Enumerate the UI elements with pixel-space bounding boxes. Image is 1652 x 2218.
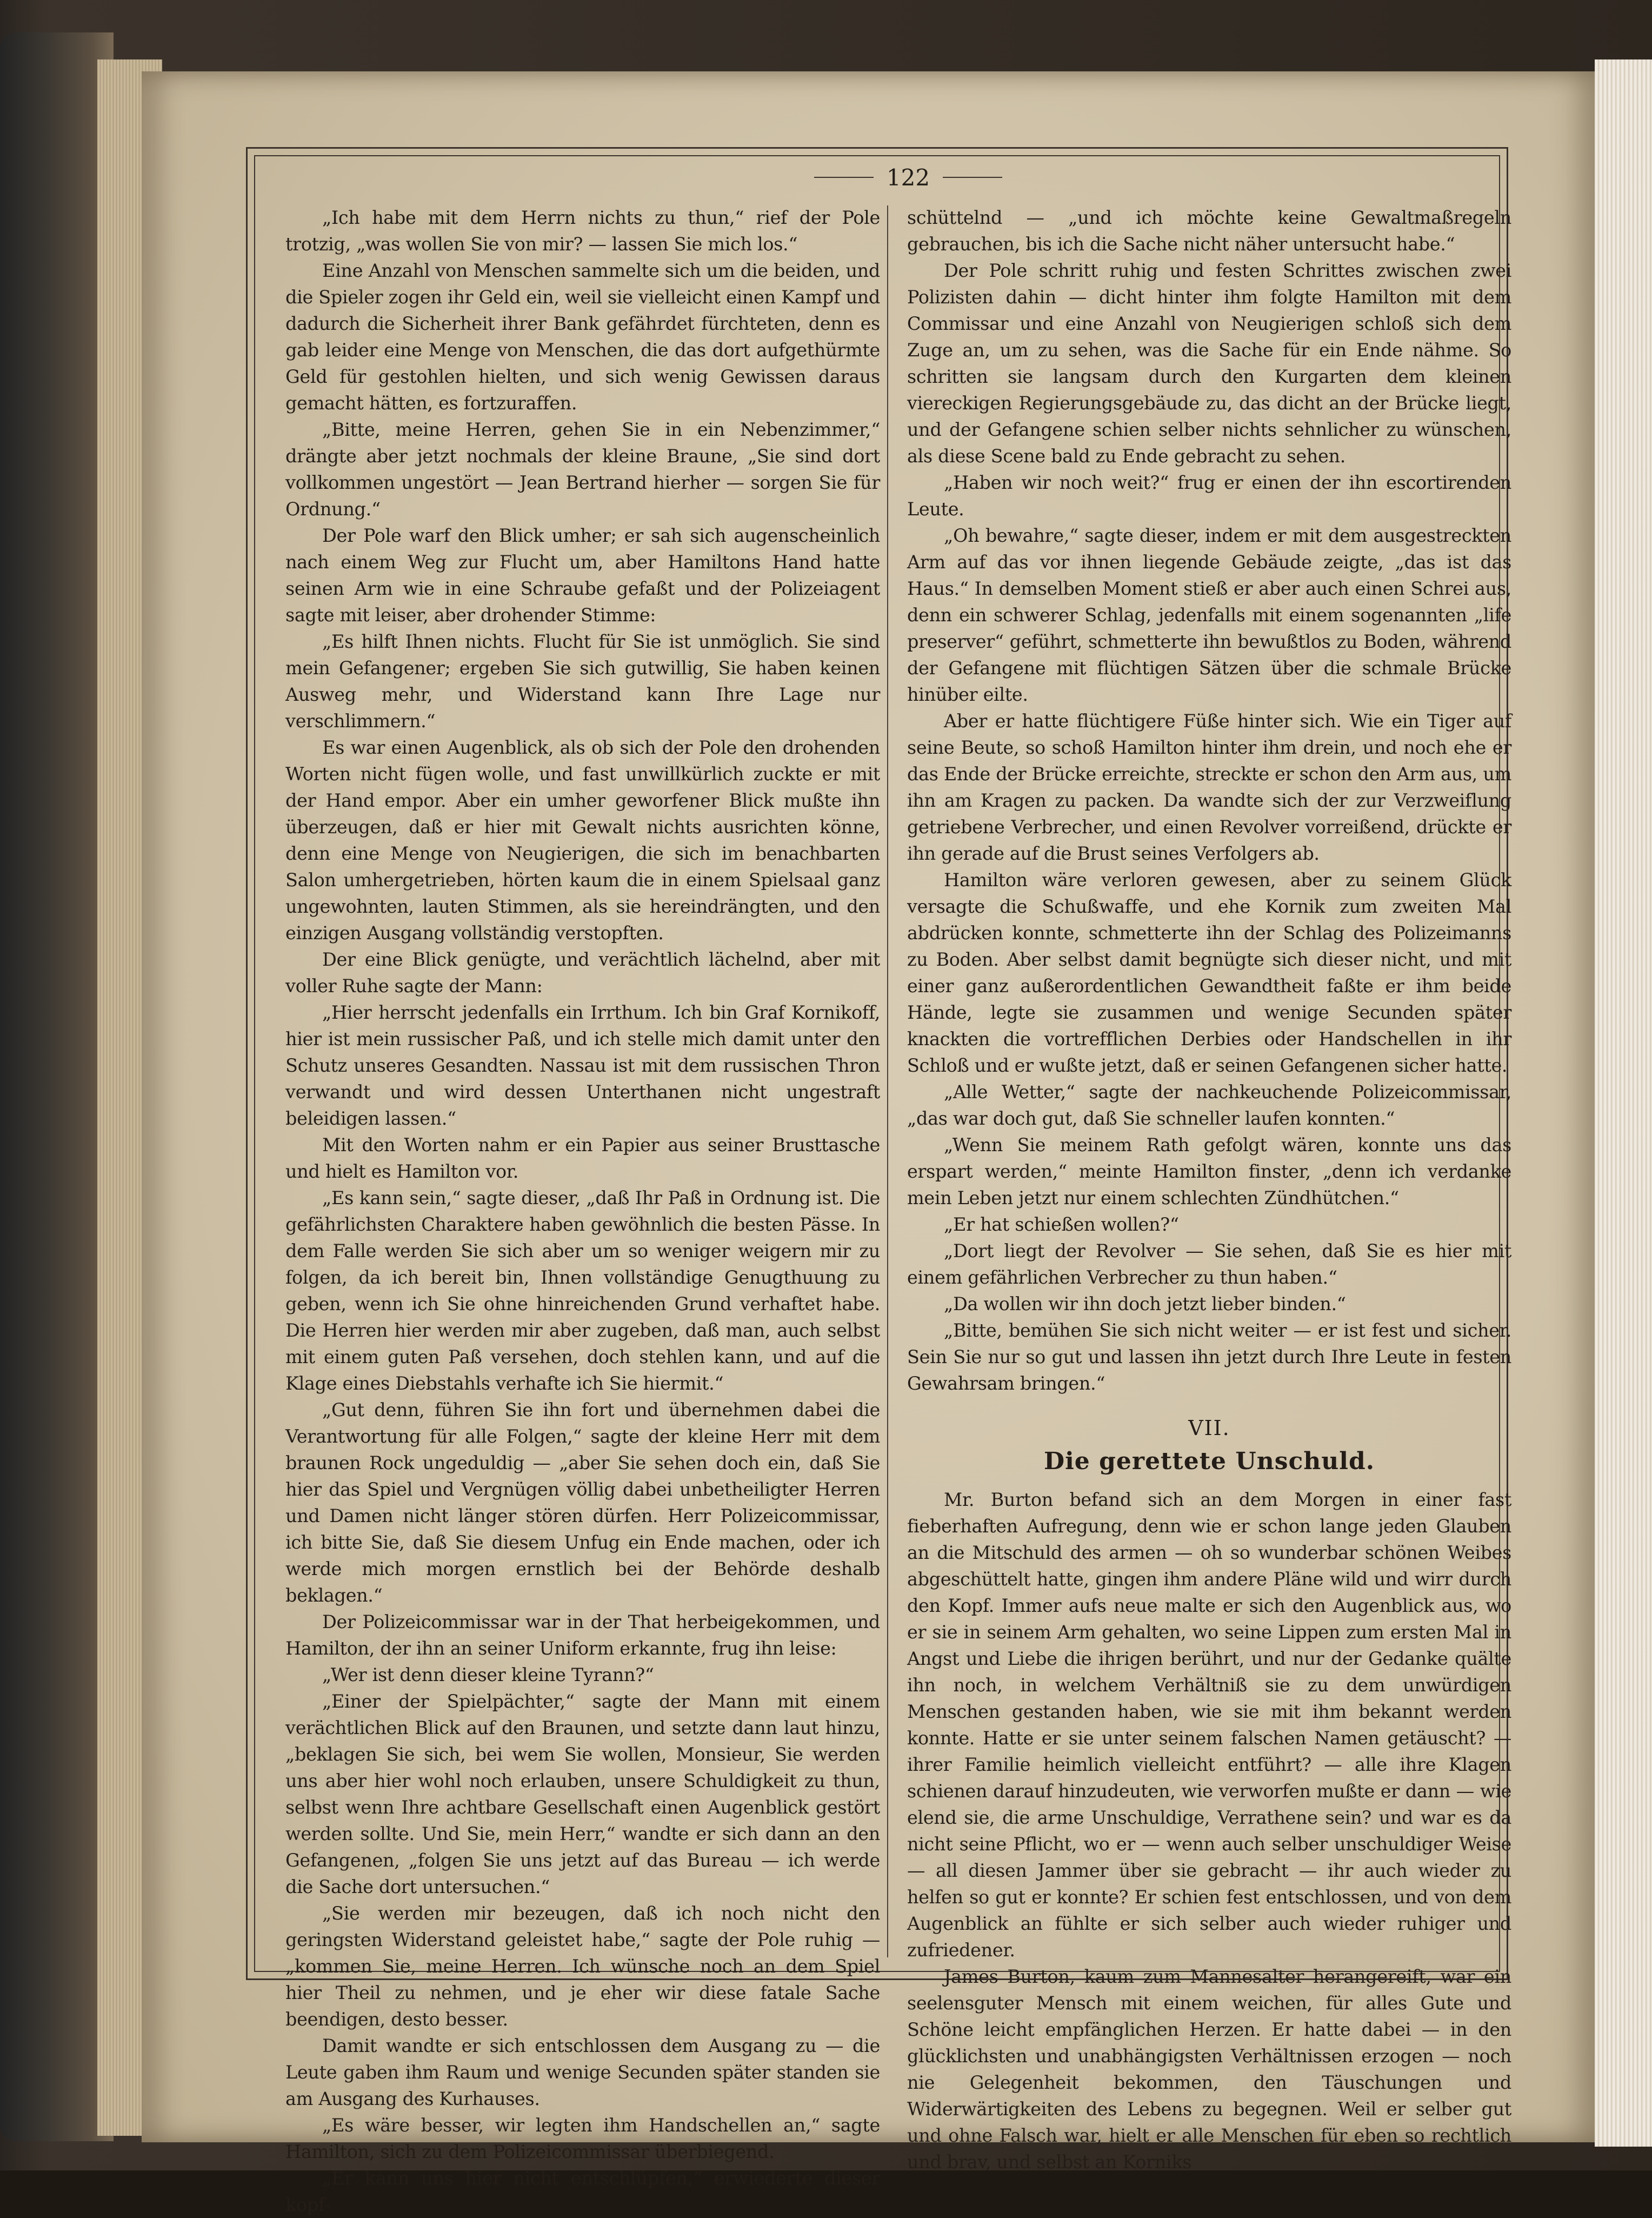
page-number: 122 [886, 164, 930, 191]
chapter-title: Die gerettete Unschuld. [1043, 1447, 1375, 1475]
paragraph: „Dort liegt der Revolver — Sie sehen, daß Sie es hier mit einem gefährlichen Verbrecher zu thun haben.“ [907, 1240, 1511, 1288]
paragraph: „Es hilft Ihnen nichts. Flucht für Sie ist unmöglich. Sie sind mein Gefangener; ergeben Sie sich gutwillig, Sie haben keinen Ausweg mehr, und Widerstand kann Ihre Lage nur verschlimmern.“ [285, 631, 880, 732]
paragraph: Der Pole warf den Blick umher; er sah sich augenscheinlich nach einem Weg zur Flucht um, aber Hamiltons Hand hatte seinen Arm wie in eine Schraube gefaßt und der Polizeiagent sagte mit leiser, aber drohender Stimme: [285, 525, 880, 626]
header-rule-right [943, 177, 1002, 178]
paragraph: schüttelnd — „und ich möchte keine Gewaltmaßregeln gebrauchen, bis ich die Sache nicht näher untersucht habe.“ [907, 207, 1511, 255]
right-column [907, 204, 1511, 2175]
paragraph: Hamilton wäre verloren gewesen, aber zu seinem Glück versagte die Schußwaffe, und ehe Kornik zum zweiten Mal abdrücken konnte, schmetterte ihn der Schlag des Polizeimanns zu Boden. Aber selbst damit begnügte sich dieser nicht, und mit einer ganz außerordentlichen Gewandtheit faßte er ihm beide Hände, legte sie zusammen und wenige Secunden später knackten die vortrefflichen Derbies oder Handschellen in ihr Schloß und er wußte jetzt, daß er seinen Gefangenen sicher hatte. [907, 869, 1511, 1076]
paragraph: Aber er hatte flüchtigere Füße hinter sich. Wie ein Tiger auf seine Beute, so schoß Hamilton hinter ihm drein, und noch ehe er das Ende der Brücke erreichte, streckte er schon den Arm aus, um ihn am Kragen zu packen. Da wandte sich der zur Verzweiflung getriebene Verbrecher, und einen Revolver vorreißend, drückte er ihn gerade auf die Brust seines Verfolgers ab. [907, 710, 1511, 864]
paragraph: „Er kann uns hier nicht entschlüpfen,“ erwiederte dieser kopf- [285, 2168, 880, 2215]
paragraph: „Wenn Sie meinem Rath gefolgt wären, konnte uns das erspart werden,“ meinte Hamilton finster, „denn ich verdanke mein Leben jetzt nur einem schlechten Zündhütchen.“ [907, 1134, 1511, 1208]
right-column-top-text [907, 204, 1511, 1397]
page-header [811, 161, 1005, 194]
paragraph: „Wer ist denn dieser kleine Tyrann?“ [322, 1664, 654, 1685]
chapter-number: VII. [1188, 1416, 1230, 1440]
paragraph: „Hier herrscht jedenfalls ein Irrthum. Ich bin Graf Kornikoff, hier ist mein russischer Paß, und ich stelle mich damit unter den Schutz unseres Gesandten. Nassau ist mit dem russischen Thron verwandt und wird dessen Unterthanen nicht ungestraft beleidigen lassen.“ [285, 1002, 880, 1129]
paragraph: Der eine Blick genügte, und verächtlich lächelnd, aber mit voller Ruhe sagte der Mann: [285, 949, 880, 997]
left-column [285, 204, 880, 2218]
paragraph: Es war einen Augenblick, als ob sich der Pole den drohenden Worten nicht fügen wolle, und fast unwillkürlich zuckte er mit der Hand empor. Aber ein umher geworfener Blick mußte ihn überzeugen, daß er hier mit Gewalt nichts ausrichten könne, denn eine Menge von Neugierigen, die sich im benachbarten Salon umhergetrieben, hörten kaum die in einem Spielsaal ganz ungewohnten, lauten Stimmen, als sie hereindrängten, und den einzigen Ausgang vollständig verstopften. [285, 737, 880, 944]
paragraph: Der Polizeicommissar war in der That herbeigekommen, und Hamilton, der ihn an seiner Uniform erkannte, frug ihn leise: [285, 1611, 880, 1659]
paragraph: „Haben wir noch weit?“ frug er einen der ihn escortirenden Leute. [907, 472, 1511, 520]
paragraph: „Da wollen wir ihn doch jetzt lieber binden.“ [944, 1293, 1346, 1314]
paragraph: Damit wandte er sich entschlossen dem Ausgang zu — die Leute gaben ihm Raum und wenige Secunden später standen sie am Ausgang des Kurhauses. [285, 2035, 880, 2109]
paragraph: Mr. Burton befand sich an dem Morgen in einer fast fieberhaften Aufregung, denn wie er schon lange jeden Glauben an die Mitschuld des armen — oh so wunderbar schönen Weibes abgeschüttelt hatte, gingen ihm andere Pläne wild und wirr durch den Kopf. Immer aufs neue malte er sich den Augenblick aus, wo er sie in seinem Arm gehalten, wo seine Lippen zum ersten Mal in Angst und Liebe die ihrigen berührt, und nur der Gedanke quälte ihn noch, in welchem Verhältniß sie zu dem unwürdigen Menschen gestanden haben, wie sie mit ihm bekannt werden konnte. Hatte er sie unter seinem falschen Namen getäuscht? — ihrer Familie heimlich vielleicht entführt? — alle ihre Klagen schienen darauf hinzudeuten, wie verworfen mußte er dann — wie elend sie, die arme Unschuldige, Verrathene sein? und war es da nicht seine Pflicht, wo er — wenn auch selber unschuldiger Weise — all diesen Jammer über sie gebracht — ihr auch wieder zu helfen so gut er konnte? Er schien fest entschlossen, und von dem Augenblick an fühlte er sich selber auch wieder ruhiger und zufriedener. [907, 1489, 1511, 1961]
paragraph: „Es kann sein,“ sagte dieser, „daß Ihr Paß in Ordnung ist. Die gefährlichsten Charaktere haben gewöhnlich die besten Pässe. In dem Falle werden Sie sich aber um so weniger weigern mir zu folgen, da ich bereit bin, Ihnen vollständige Genugthuung zu geben, wenn ich Sie ohne hinreichenden Grund verhaftet habe. Die Herren hier werden mir aber zugeben, daß man, auch selbst mit einem guten Paß versehen, doch stehlen kann, und auf die Klage eines Diebstahls verhafte ich Sie hiermit.“ [285, 1187, 880, 1394]
paragraph: „Er hat schießen wollen?“ [944, 1214, 1179, 1235]
paragraph: „Sie werden mir bezeugen, daß ich noch nicht den geringsten Widerstand geleistet habe,“ sagte der Pole ruhig — „kommen Sie, meine Herren. Ich wünsche noch an dem Spiel hier Theil zu nehmen, und je eher wir diese fatale Sache beendigen, desto besser. [285, 1903, 880, 2030]
paragraph: „Einer der Spielpächter,“ sagte der Mann mit einem verächtlichen Blick auf den Braunen, und setzte dann laut hinzu, „beklagen Sie sich, bei wem Sie wollen, Monsieur, Sie werden uns aber hier wohl noch erlauben, unsere Schuldigkeit zu thun, selbst wenn Ihre achtbare Gesellschaft einen Augenblick gestört werden sollte. Und Sie, mein Herr,“ wandte er sich dann an den Gefangenen, „folgen Sie uns jetzt auf das Bureau — ich werde die Sache dort untersuchen.“ [285, 1691, 880, 1897]
paragraph: „Oh bewahre,“ sagte dieser, indem er mit dem ausgestreckten Arm auf das vor ihnen liegende Gebäude zeigte, „das ist das Haus.“ In demselben Moment stieß er aber auch einen Schrei aus, denn ein schwerer Schlag, jedenfalls mit einem sogenannten „life preserver“ geführt, schmetterte ihn bewußtlos zu Boden, während der Gefangene mit flüchtigen Sätzen über die schmale Brücke hinüber eilte. [907, 525, 1511, 705]
paragraph: „Bitte, meine Herren, gehen Sie in ein Nebenzimmer,“ drängte aber jetzt nochmals der kleine Braune, „Sie sind dort vollkommen ungestört — Jean Bertrand hierher — sorgen Sie für Ordnung.“ [285, 419, 880, 520]
header-rule-left [814, 177, 874, 178]
paragraph: James Burton, kaum zum Mannesalter herangereift, war ein seelensguter Mensch mit einem weichen, für alles Gute und Schöne leicht empfänglichen Herzen. Er hatte dabei — in den glücklichsten und unabhängigsten Verhältnissen erzogen — noch nie Gelegenheit bekommen, den Täuschungen und Widerwärtigkeiten des Lebens zu begegnen. Weil er selber gut und ohne Falsch war, hielt er alle Menschen für eben so rechtlich und brav, und selbst an Korniks [907, 1966, 1511, 2173]
book-spine [0, 32, 114, 2141]
paragraph: „Bitte, bemühen Sie sich nicht weiter — er ist fest und sicher. Sein Sie nur so gut und lassen ihn jetzt durch Ihre Leute in festen Gewahrsam bringen.“ [907, 1320, 1511, 1394]
right-page-edges [1595, 59, 1652, 2147]
paragraph: Mit den Worten nahm er ein Papier aus seiner Brusttasche und hielt es Hamilton vor. [285, 1134, 880, 1182]
paragraph: Der Pole schritt ruhig und festen Schrittes zwischen zwei Polizisten dahin — dicht hinter ihm folgte Hamilton mit dem Commissar und eine Anzahl von Neugierigen schloß sich dem Zuge an, um zu sehen, was die Sache für ein Ende nähme. So schritten sie langsam durch den Kurgarten dem kleinen viereckigen Regierungsgebäude zu, das dicht an der Brücke liegt, und der Gefangene schien selber nichts sehnlicher zu wünschen, als diese Scene bald zu Ende gebracht zu sehen. [907, 260, 1511, 467]
paragraph: „Es wäre besser, wir legten ihm Handschellen an,“ sagte Hamilton, sich zu dem Polizeicommissar überbiegend. [285, 2115, 880, 2162]
paragraph: „Alle Wetter,“ sagte der nachkeuchende Polizeicommissar, „das war doch gut, daß Sie schneller laufen konnten.“ [907, 1081, 1511, 1129]
paragraph: „Ich habe mit dem Herrn nichts zu thun,“ rief der Pole trotzig, „was wollen Sie von mir? — lassen Sie mich los.“ [285, 207, 880, 255]
column-divider [887, 205, 888, 1957]
paragraph: „Gut denn, führen Sie ihn fort und übernehmen dabei die Verantwortung für alle Folgen,“ sagte der kleine Herr mit dem braunen Rock ungeduldig — „aber Sie sehen doch ein, daß Sie hier das Spiel und Vergnügen völlig dabei unbetheiligter Herren und Damen nicht länger stören dürfen. Herr Polizeicommissar, ich bitte Sie, daß Sie diesem Unfug ein Ende machen, oder ich werde mich morgen ernstlich bei der Behörde deshalb beklagen.“ [285, 1399, 880, 1606]
right-column-bottom-text [907, 1486, 1511, 2175]
paragraph: Eine Anzahl von Menschen sammelte sich um die beiden, und die Spieler zogen ihr Geld ein, weil sie vielleicht einen Kampf und dadurch die Sicherheit ihrer Bank gefährdet fürchteten, denn es gab leider eine Menge von Menschen, die das dort aufgethürmte Geld für gestohlen hielten, und sich wenig Gewissen daraus gemacht hätten, es fortzuraffen. [285, 260, 880, 414]
